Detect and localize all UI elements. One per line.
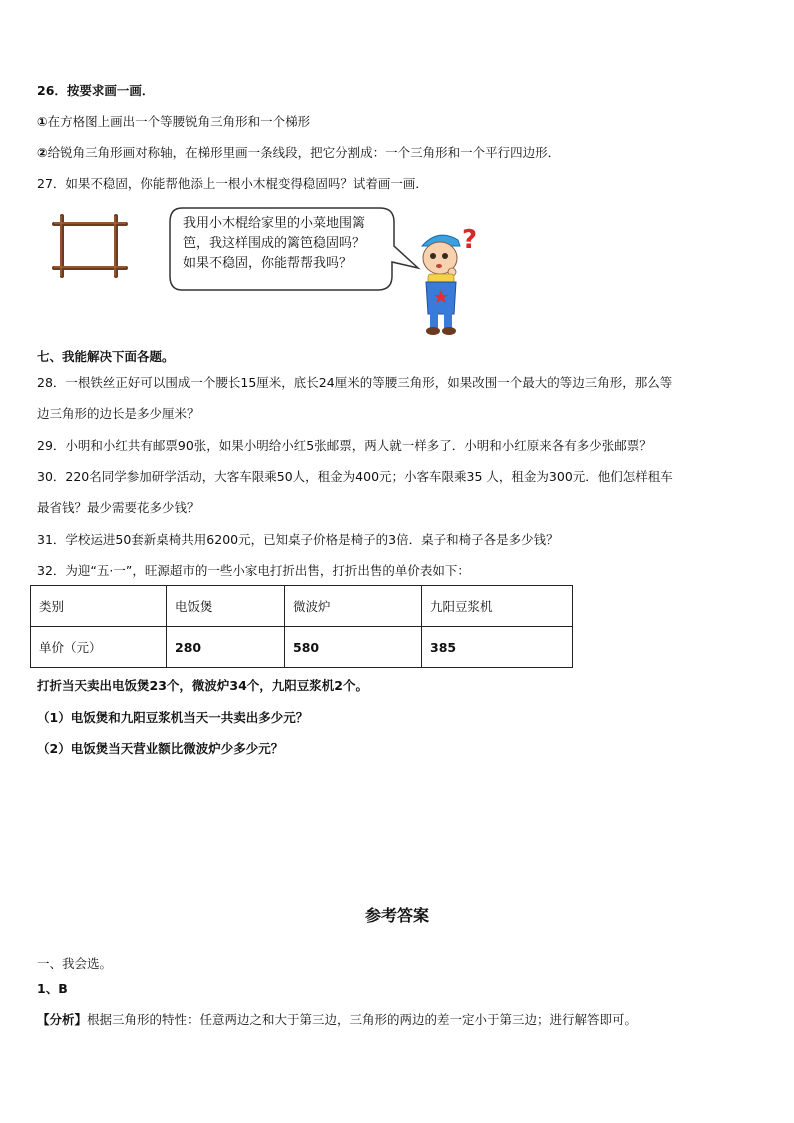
q26-item2	[37, 144, 560, 162]
cartoon-boy-illustration	[410, 224, 490, 338]
q30-line1: 30．220名同学参加研学活动，大客车限乘50人，租金为400元；小客车限乘35 人，租金为300元．他们怎样租车	[37, 469, 673, 484]
speech-bubble-text	[183, 214, 365, 274]
bubble-line-1: 我用小木棍给家里的小菜地围篱	[183, 216, 366, 231]
price-table-header-row	[31, 586, 573, 627]
price-rice-cooker: 280	[167, 627, 285, 668]
q32-sales: 打折当天卖出电饭煲23个，微波炉34个，九阳豆浆机2个。	[37, 678, 368, 693]
q26-item1	[37, 113, 310, 131]
header-cell-microwave: 微波炉	[285, 586, 422, 627]
price-table-row	[31, 627, 573, 668]
q26-title: 26．按要求画一画．	[37, 83, 155, 98]
header-cell-category: 类别	[31, 586, 167, 627]
q26-item1-text: 在方格图上画出一个等腰锐角三角形和一个梯形	[47, 114, 311, 129]
q28-line1: 28．一根铁丝正好可以围成一个腰长15厘米，底长24厘米的等腰三角形，如果改围一个最大的等边三角形，那么等	[37, 375, 673, 390]
q26-item1-mark: ①	[37, 114, 48, 129]
bubble-line-3: 如果不稳固，你能帮帮我吗？	[183, 256, 353, 271]
row-label-unit-price: 单价（元）	[31, 627, 167, 668]
q30-line2: 最省钱？最少需要花多少钱？	[37, 500, 200, 515]
q32-sub2: （2）电饭煲当天营业额比微波炉少多少元？	[37, 741, 284, 756]
q29-line1: 29．小明和小红共有邮票90张，如果小明给小红5张邮票，两人就一样多了．小明和小红原来各有多少张邮票？	[37, 438, 652, 453]
price-microwave: 580	[285, 627, 422, 668]
header-cell-rice-cooker: 电饭煲	[167, 586, 285, 627]
answers-section1: 一、我会选。	[37, 956, 113, 971]
price-soymilk-maker: 385	[422, 627, 573, 668]
q32-sub1: （1）电饭煲和九阳豆浆机当天一共卖出多少元？	[37, 710, 309, 725]
q28-line2: 边三角形的边长是多少厘米？	[37, 406, 200, 421]
answer-1: 1、B	[37, 981, 68, 996]
question-mark-icon: ?	[462, 225, 478, 255]
q27-title: 27．如果不稳固，你能帮他添上一根小木棍变得稳固吗？试着画一画．	[37, 176, 428, 191]
q32-title: 32．为迎“五·一”，旺源超市的一些小家电打折出售，打折出售的单价表如下：	[37, 563, 470, 578]
answers-title: 参考答案	[364, 906, 429, 925]
analysis-text: 根据三角形的特性：任意两边之和大于第三边，三角形的两边的差一定小于第三边；进行解答即可。	[87, 1012, 638, 1027]
header-cell-soymilk-maker: 九阳豆浆机	[422, 586, 573, 627]
answer-1-analysis	[37, 1011, 637, 1029]
q31-line1: 31．学校运进50套新桌椅共用6200元，已知桌子价格是椅子的3倍．桌子和椅子各是多少钱？	[37, 532, 559, 547]
wooden-frame-illustration	[50, 212, 130, 280]
price-table	[30, 585, 573, 668]
analysis-tag: 【分析】	[37, 1012, 88, 1027]
q26-item2-text: 给锐角三角形画对称轴，在梯形里画一条线段，把它分割成：一个三角形和一个平行四边形．	[47, 145, 561, 160]
bubble-line-2: 笆，我这样围成的篱笆稳固吗？	[183, 236, 366, 251]
q26-item2-mark: ②	[37, 145, 48, 160]
section7-title: 七、我能解决下面各题。	[37, 349, 175, 364]
